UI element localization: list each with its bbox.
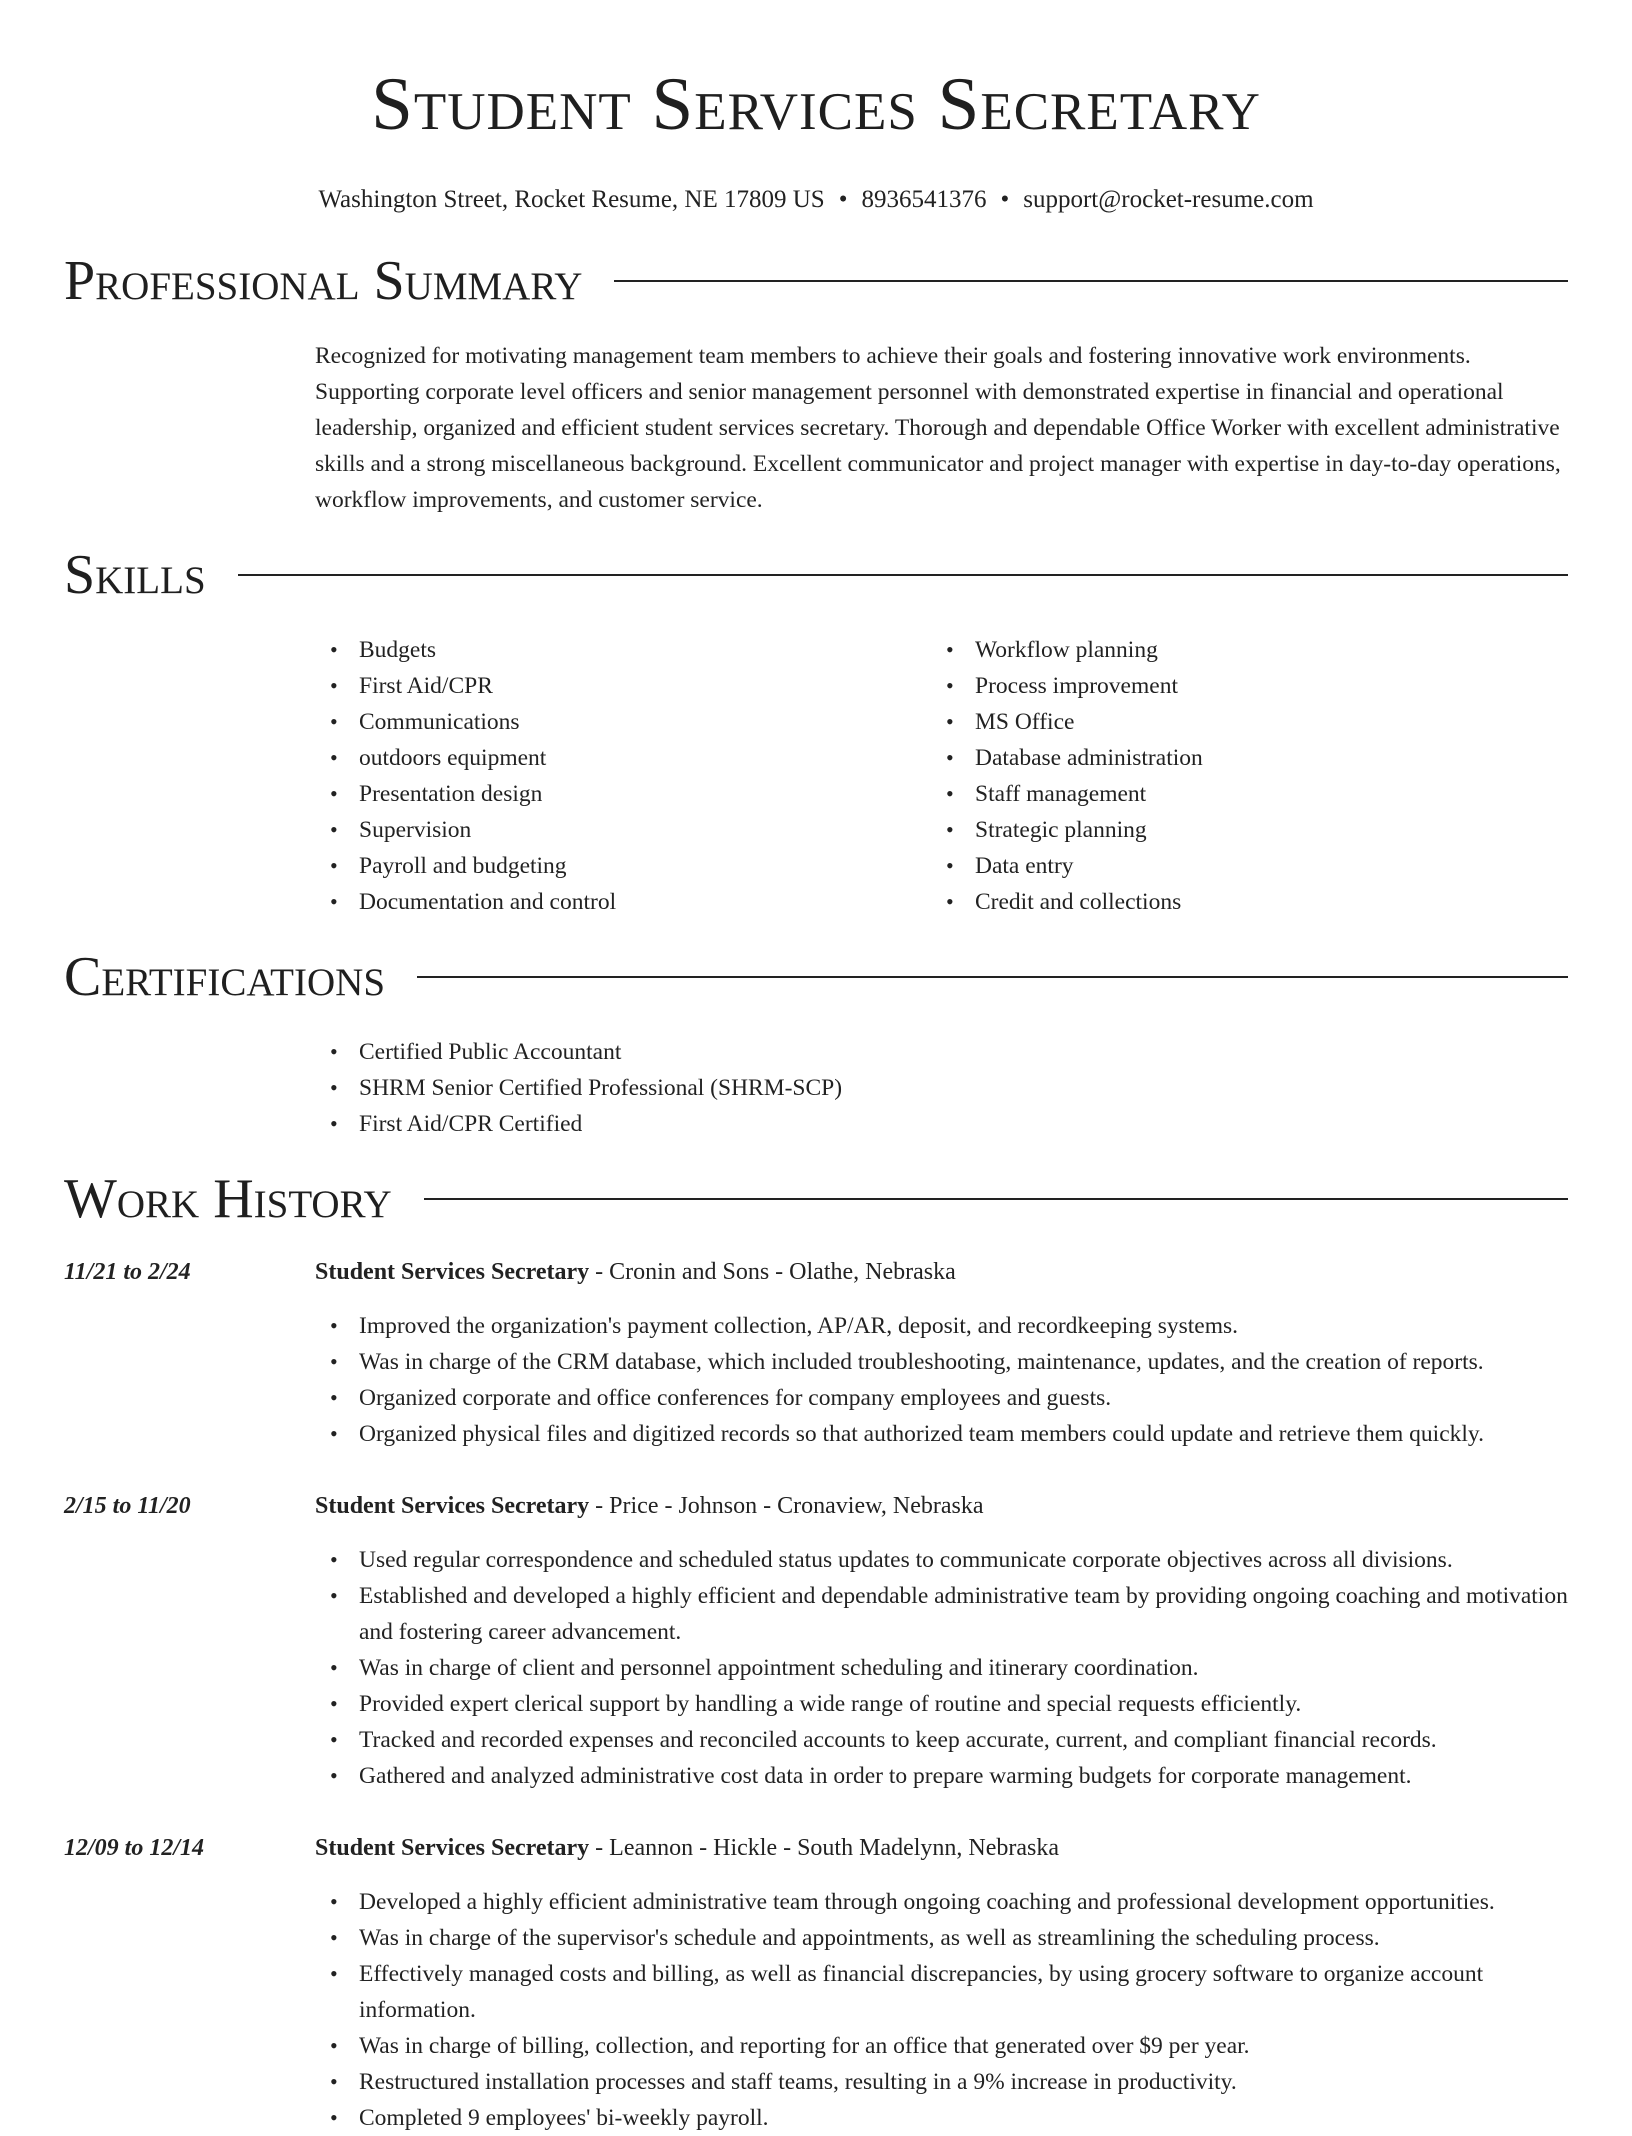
job-duty: • Used regular correspondence and scheduled status updates to communicate corporate objectives across all divisions. <box>359 1542 1568 1578</box>
job-duty: • Improved the organization's payment collection, AP/AR, deposit, and recordkeeping systems. <box>359 1308 1568 1344</box>
job-duty: • Restructured installation processes and staff teams, resulting in a 9% increase in productivity. <box>359 2064 1568 2100</box>
certification-item: • Certified Public Accountant <box>359 1034 1568 1070</box>
job-title: Student Services Secretary <box>315 1259 590 1285</box>
job-employer: - Cronin and Sons - Olathe, Nebraska <box>589 1259 956 1285</box>
job-duty: • Provided expert clerical support by handling a wide range of routine and special requests efficiently. <box>359 1686 1568 1722</box>
job-employer: - Price - Johnson - Cronaview, Nebraska <box>589 1493 984 1519</box>
job-duty: • Was in charge of client and personnel appointment scheduling and itinerary coordination. <box>359 1650 1568 1686</box>
contact-email: support@rocket-resume.com <box>1023 186 1314 213</box>
contact-phone: 8936541376 <box>861 186 987 213</box>
skill-item: • Database administration <box>975 740 1547 776</box>
skill-item: • Presentation design <box>359 776 931 812</box>
skill-item: • Process improvement <box>975 668 1547 704</box>
certifications-section-title: Certifications <box>64 946 386 1008</box>
skill-item: • Documentation and control <box>359 884 931 920</box>
job-duty: • Organized physical files and digitized records so that authorized team members could update and retrieve them quickly. <box>359 1416 1568 1452</box>
job-entry <box>64 1254 1568 1452</box>
contact-address: Washington Street, Rocket Resume, NE 17809 US <box>318 186 825 213</box>
resume-name: Student Services Secretary <box>371 63 1261 146</box>
skill-item: • Staff management <box>975 776 1547 812</box>
job-duties <box>315 1542 1568 1794</box>
skills-column-left <box>315 632 931 920</box>
summary-text: Recognized for motivating management team members to achieve their goals and fostering innovative work environments. Supporting corporate level officers and senior management personnel with demonstrated expertise in financial and operational leadership, organized and efficient student services secretary. Thorough and dependable Office Worker with excellent administrative skills and a strong miscellaneous background. Excellent communicator and project manager with expertise in day-to-day operations, workflow improvements, and customer service. <box>315 343 1561 513</box>
job-duty: • Completed 9 employees' bi-weekly payroll. <box>359 2100 1568 2136</box>
job-title-line <box>315 1254 1568 1290</box>
section-divider <box>238 574 1568 576</box>
job-employer: - Leannon - Hickle - South Madelynn, Nebraska <box>589 1835 1060 1861</box>
certification-item: • First Aid/CPR Certified <box>359 1106 1568 1142</box>
job-duty: • Was in charge of the CRM database, which included troubleshooting, maintenance, updates, and the creation of reports. <box>359 1344 1568 1380</box>
job-duties <box>315 1884 1568 2136</box>
section-divider <box>424 1198 1568 1200</box>
certifications-section-header <box>64 942 1568 1012</box>
skill-item: • MS Office <box>975 704 1547 740</box>
skill-item: • Data entry <box>975 848 1547 884</box>
job-duty: • Organized corporate and office conferences for company employees and guests. <box>359 1380 1568 1416</box>
skill-item: • Communications <box>359 704 931 740</box>
job-entry <box>64 1488 1568 1794</box>
summary-section-title: Professional Summary <box>64 250 583 312</box>
work-section-title: Work History <box>64 1168 392 1230</box>
job-title: Student Services Secretary <box>315 1835 590 1861</box>
section-divider <box>417 976 1568 978</box>
job-duty: • Gathered and analyzed administrative cost data in order to prepare warming budgets for corporate management. <box>359 1758 1568 1794</box>
job-duty: • Was in charge of the supervisor's schedule and appointments, as well as streamlining the scheduling process. <box>359 1920 1568 1956</box>
job-dates: 12/09 to 12/14 <box>64 1835 205 1861</box>
job-dates: 11/21 to 2/24 <box>64 1259 191 1285</box>
skill-item: • Strategic planning <box>975 812 1547 848</box>
skill-item: • outdoors equipment <box>359 740 931 776</box>
job-duty: • Tracked and recorded expenses and reconciled accounts to keep accurate, current, and compliant financial records. <box>359 1722 1568 1758</box>
skill-item: • Workflow planning <box>975 632 1547 668</box>
section-divider <box>614 280 1568 282</box>
skill-item: • Supervision <box>359 812 931 848</box>
skill-item: • Payroll and budgeting <box>359 848 931 884</box>
job-title-line <box>315 1830 1568 1866</box>
job-dates: 2/15 to 11/20 <box>64 1493 191 1519</box>
contact-separator: • <box>838 186 848 213</box>
skills-section-title: Skills <box>64 544 206 606</box>
skills-section-header <box>64 540 1568 610</box>
job-title: Student Services Secretary <box>315 1493 590 1519</box>
job-duty: • Developed a highly efficient administrative team through ongoing coaching and professional development opportunities. <box>359 1884 1568 1920</box>
job-duty: • Effectively managed costs and billing, as well as financial discrepancies, by using grocery software to organize account information. <box>359 1956 1568 2028</box>
job-duty: • Established and developed a highly efficient and dependable administrative team by providing ongoing coaching and motivation and fostering career advancement. <box>359 1578 1568 1650</box>
work-section-header <box>64 1164 1568 1234</box>
certification-item: • SHRM Senior Certified Professional (SHRM-SCP) <box>359 1070 1568 1106</box>
skills-list <box>315 632 1568 920</box>
skill-item: • First Aid/CPR <box>359 668 931 704</box>
summary-section-header <box>64 246 1568 316</box>
skill-item: • Credit and collections <box>975 884 1547 920</box>
job-title-line <box>315 1488 1568 1524</box>
job-duties <box>315 1308 1568 1452</box>
contact-separator: • <box>1000 186 1010 213</box>
contact-line <box>0 184 1632 216</box>
skills-column-right <box>931 632 1547 920</box>
job-entry <box>64 1830 1568 2136</box>
skill-item: • Budgets <box>359 632 931 668</box>
certifications-list <box>315 1034 1568 1142</box>
job-duty: • Was in charge of billing, collection, and reporting for an office that generated over $9 per year. <box>359 2028 1568 2064</box>
